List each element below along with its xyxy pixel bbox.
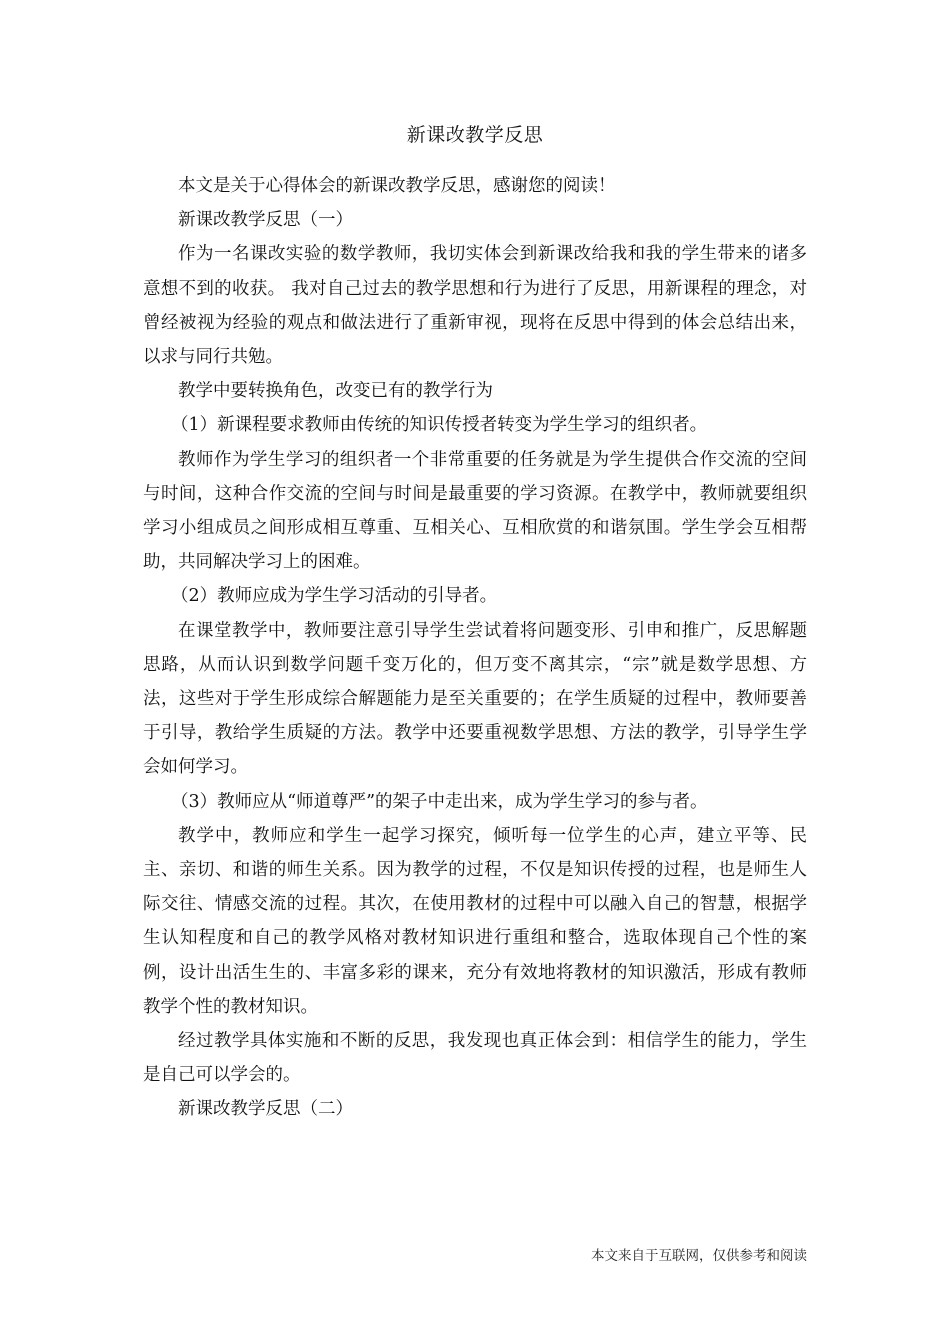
numbered-point-1: （1）新课程要求教师由传统的知识传授者转变为学生学习的组织者。 xyxy=(171,415,708,436)
body-paragraph: 教学中，教师应和学生一起学习探究，倾听每一位学生的心声，建立平等、民主、亲切、和谐的师生关系。因为教学的过程，不仅是知识传授的过程，也是师生人际交往、情感交流的过程。其次，在使用教材的过程中可以融入自己的智慧，根据学生认知程度和自己的教学风格对教材知识进行重组和整合，选取体现自己个性的案例，设计出活生生的、丰富多彩的课来，充分有效地将教材的知识激活，形成有教师教学个性的教材知识。 xyxy=(143,825,807,1017)
numbered-point-2: （2）教师应成为学生学习活动的引导者。 xyxy=(171,586,498,607)
body-paragraph: 经过教学具体实施和不断的反思，我发现也真正体会到：相信学生的能力，学生是自己可以学会的。 xyxy=(143,1031,807,1086)
page-footer: 本文来自于互联网，仅供参考和阅读 xyxy=(591,1248,807,1264)
body-paragraph: 作为一名课改实验的数学教师，我切实体会到新课改给我和我的学生带来的诸多意想不到的收获。 我对自己过去的教学思想和行为进行了反思，用新课程的理念，对曾经被视为经验的观点和做法进行了重新审视，现将在反思中得到的体会总结出来，以求与同行共勉。 xyxy=(143,244,807,368)
body-paragraph: 在课堂教学中，教师要注意引导学生尝试着将问题变形、引申和推广，反思解题思路，从而认识到数学问题千变万化的，但万变不离其宗，“宗”就是数学思想、方法，这些对于学生形成综合解题能力是至关重要的；在学生质疑的过程中，教师要善于引导，教给学生质疑的方法。教学中还要重视数学思想、方法的教学，引导学生学会如何学习。 xyxy=(143,620,807,778)
intro-paragraph: 本文是关于心得体会的新课改教学反思，感谢您的阅读！ xyxy=(178,176,616,196)
numbered-point-3: （3）教师应从“师道尊严”的架子中走出来，成为学生学习的参与者。 xyxy=(171,791,708,812)
subheading: 教学中要转换角色，改变已有的教学行为 xyxy=(178,381,493,402)
document-title: 新课改教学反思 xyxy=(406,124,544,146)
document-body xyxy=(143,169,807,1127)
section-heading-one: 新课改教学反思（一） xyxy=(178,210,353,231)
body-paragraph: 教师作为学生学习的组织者一个非常重要的任务就是为学生提供合作交流的空间与时间，这种合作交流的空间与时间是最重要的学习资源。在教学中，教师就要组织学习小组成员之间形成相互尊重、互相关心、互相欣赏的和谐氛围。学生学会互相帮助，共同解决学习上的困难。 xyxy=(143,449,807,573)
section-heading-two: 新课改教学反思（二） xyxy=(178,1099,353,1120)
